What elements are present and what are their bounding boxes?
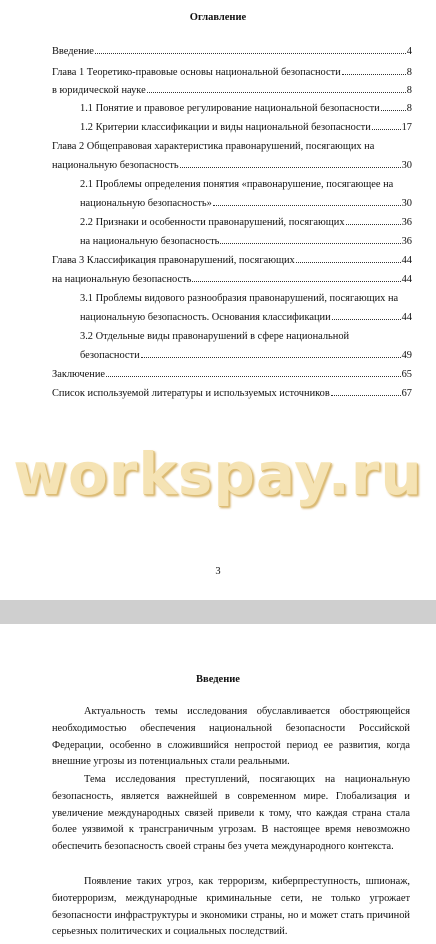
toc-entry xyxy=(52,160,412,174)
toc-entry-page: 44 xyxy=(401,274,412,285)
toc-entry-text: 2.1 Проблемы определения понятия «правонарушение, посягающее на xyxy=(80,179,394,190)
toc-entry xyxy=(52,67,412,81)
toc-entry xyxy=(80,179,412,193)
toc-entry xyxy=(80,103,412,117)
toc-entry-text: Глава 2 Общеправовая характеристика правонарушений, посягающих на xyxy=(52,141,375,152)
toc-entry-page: 30 xyxy=(401,160,412,171)
toc-entry-text: национальную безопасность» xyxy=(80,198,212,209)
toc-entry-page: 17 xyxy=(401,122,412,133)
toc-entry-page: 4 xyxy=(406,46,412,57)
introduction-paragraph: Появление таких угроз, как терроризм, киберпреступность, шпионаж, биотерроризм, международные криминальные сети, не только угрожает безопасности инфраструктуры и экономики страны, но и может стать причиной серьезных политических и социальных последствий. xyxy=(52,876,410,938)
toc-entry-text: в юридической науке xyxy=(52,85,146,96)
introduction-page xyxy=(0,624,436,944)
toc-entry-page: 49 xyxy=(401,350,412,361)
toc-entry-page: 8 xyxy=(406,67,412,78)
toc-title: Оглавление xyxy=(189,12,247,23)
introduction-paragraph: Актуальность темы исследования обуславливается обостряющейся необходимостью обеспечения национальной безопасности Российской Федерации, особенно в сложившийся непростой период ее развития, когда внешние угрозы из потенциальных стали реальными. xyxy=(52,706,410,768)
toc-entry-text: 1.2 Критерии классификации и виды национальной безопасности xyxy=(80,122,371,133)
page-separator xyxy=(0,600,436,624)
toc-entry-page: 44 xyxy=(401,255,412,266)
toc-entry xyxy=(80,293,412,307)
watermark: workspay.ru xyxy=(13,440,423,508)
toc-entry xyxy=(80,122,412,136)
toc-entry xyxy=(52,141,412,155)
toc-entry-text: 3.2 Отдельные виды правонарушений в сфере национальной xyxy=(80,331,350,342)
toc-entry xyxy=(80,312,412,326)
toc-entry-page: 8 xyxy=(406,85,412,96)
toc-entry-text: национальную безопасность. Основания классификации xyxy=(80,312,331,323)
toc-entry xyxy=(52,388,412,402)
toc-entry xyxy=(52,85,412,99)
toc-entry xyxy=(52,274,412,288)
toc-entry xyxy=(80,198,412,212)
toc-entry-text: безопасности xyxy=(80,350,140,361)
toc-entry-page: 36 xyxy=(401,217,412,228)
toc-entry-page: 8 xyxy=(406,103,412,114)
introduction-title: Введение xyxy=(196,674,240,685)
toc-entry-text: 3.1 Проблемы видового разнообразия правонарушений, посягающих на xyxy=(80,293,399,304)
page-number: 3 xyxy=(215,566,221,577)
toc-entry-text: на национальную безопасность xyxy=(52,274,192,285)
toc-entry-page: 30 xyxy=(401,198,412,209)
toc-entry xyxy=(52,369,412,383)
toc-entry-page: 36 xyxy=(401,236,412,247)
toc-entry-text: национальную безопасность xyxy=(52,160,179,171)
toc-entry-page: 67 xyxy=(401,388,412,399)
toc-entry-text: 2.2 Признаки и особенности правонарушений, посягающих xyxy=(80,217,345,228)
toc-entry xyxy=(80,236,412,250)
toc-entry xyxy=(80,217,412,231)
toc-entry xyxy=(52,255,412,269)
toc-entry-text: Глава 3 Классификация правонарушений, посягающих xyxy=(52,255,295,266)
toc-entry-text: на национальную безопасность xyxy=(80,236,220,247)
toc-entry xyxy=(80,350,412,364)
toc-entry xyxy=(80,331,412,345)
toc-entry-text: 1.1 Понятие и правовое регулирование национальной безопасности xyxy=(80,103,380,114)
toc-entry-page: 44 xyxy=(401,312,412,323)
introduction-paragraph: Тема исследования преступлений, посягающих на национальную безопасность, является важнейшей в современном мире. Глобализация и увеличение международных связей привели к тому, что каждая страна стала более уязвимой к трансграничным угрозам. В настоящее время невозможно обеспечить безопасность своей страны без учета международного контекста. xyxy=(52,774,410,853)
toc-entry-page: 65 xyxy=(401,369,412,380)
toc-entry xyxy=(52,46,412,60)
toc-entry-text: Заключение xyxy=(52,369,105,380)
toc-entry-text: Введение xyxy=(52,46,94,57)
toc-entry-text: Глава 1 Теоретико-правовые основы национальной безопасности xyxy=(52,67,341,78)
toc-entry-text: Список используемой литературы и используемых источников xyxy=(52,388,330,399)
